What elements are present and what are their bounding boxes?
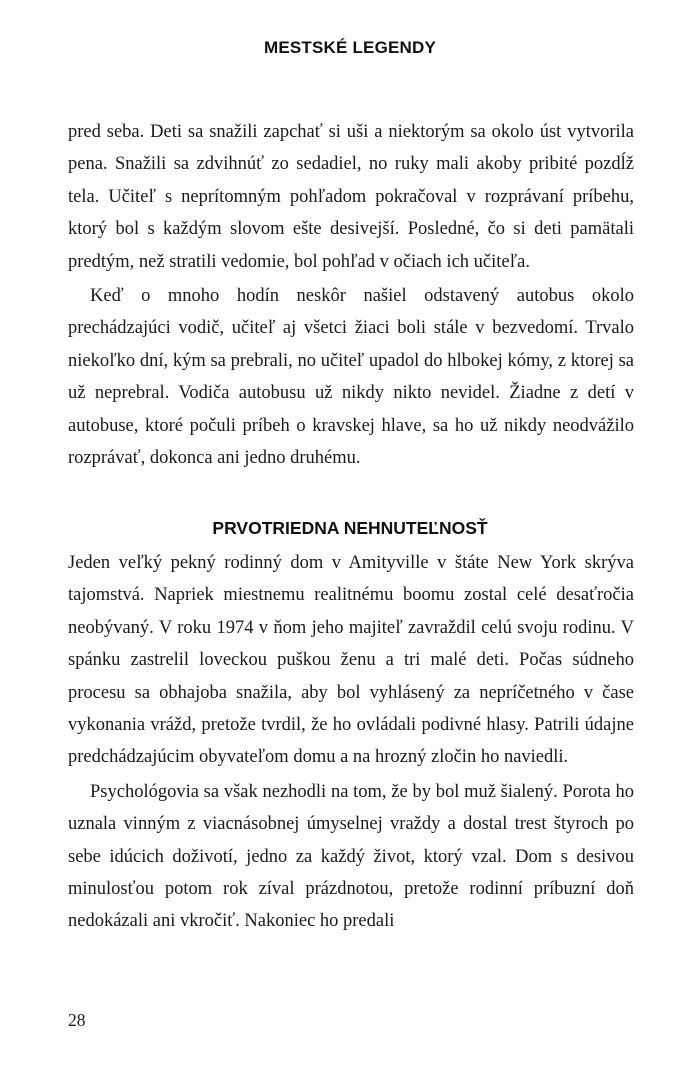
section-heading: PRVOTRIEDNA NEHNUTEĽNOSŤ [212, 518, 488, 538]
running-header: MESTSKÉ LEGENDY [263, 38, 437, 57]
body-text-continued [68, 116, 634, 474]
paragraph-trial-verdict: Psychológovia sa však nezhodli na tom, že by bol muž šialený. Porota ho uznala vinným z viacnásobnej úmyselnej vraždy a dostal trest štyroch po sebe idúcich doživotí, jedno za každý život, ktorý vzal. Dom s desivou minulosťou potom rok zíval prázdnotou, pretože rodinní príbuzní doň nedokázali ani vkročiť. Nakoniec ho predali [68, 781, 634, 932]
paragraph-continued: pred seba. Deti sa snažili zapchať si uši a niektorým sa okolo úst vytvorila pena. Snažili sa zdvihnúť zo sedadiel, no ruky mali akoby pribité pozdĺž tela. Učiteľ s neprítomným pohľadom pokračoval v rozprávaní príbehu, ktorý bol s každým slovom ešte desivejší. Posledné, čo si deti pamätali predtým, než stratili vedomie, bol pohľad v očiach ich učiteľa. [68, 122, 634, 272]
paragraph-amityville-intro: Jeden veľký pekný rodinný dom v Amityville v štáte New York skrýva tajomstvá. Napriek miestnemu realitnému boomu zostal celé desaťročia neobývaný. V roku 1974 v ňom jeho majiteľ zavraždil celú svoju rodinu. V spánku zastrelil loveckou puškou ženu a tri malé deti. Počas súdneho procesu sa obhajoba snažila, aby bol vyhlásený za nepríčetného v čase vykonania vrážd, pretože tvrdil, že ho ovládali podivné hlasy. Patrili údajne predchádzajúcim obyvateľom domu a na hrozný zločin ho naviedli. [68, 553, 634, 768]
page-number: 28 [68, 1010, 86, 1030]
section-body [68, 547, 634, 938]
paragraph-bus-aftermath: Keď o mnoho hodín neskôr našiel odstavený autobus okolo prechádzajúci vodič, učiteľ aj všetci žiaci boli stále v bezvedomí. Trvalo niekoľko dní, kým sa prebrali, no učiteľ upadol do hlbokej kómy, z ktorej sa už neprebral. Vodiča autobusu už nikdy nikto nevidel. Žiadne z detí v autobuse, ktoré počuli príbeh o kravskej hlave, sa ho už nikdy neodvážilo rozprávať, dokonca ani jedno druhému. [68, 286, 634, 469]
